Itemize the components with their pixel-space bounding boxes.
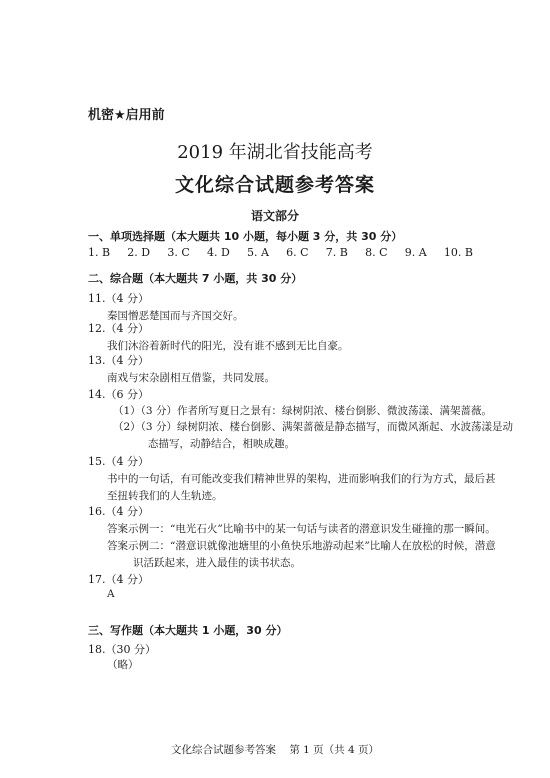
choice-answer: 6. C — [286, 246, 309, 259]
q16-label: 16.（4 分） — [88, 505, 149, 518]
q18-label: 18.（30 分） — [88, 643, 156, 656]
q16-example2-line1: 答案示例二：“潜意识就像池塘里的小鱼快乐地游动起来”比喻人在放松的时候，潜意 — [107, 540, 496, 552]
choice-answer: 2. D — [127, 246, 151, 259]
choice-answer: 4. D — [206, 246, 230, 259]
section3-note: （本大题共 1 小题，30 分） — [143, 624, 288, 637]
section3-title: 三、写作题 — [88, 624, 143, 637]
q16-example2-line2: 识活跃起来，进入最佳的读书状态。 — [133, 557, 301, 569]
section2-heading — [88, 270, 302, 286]
exam-title: 2019 年湖北省技能高考 — [177, 142, 373, 163]
q18-answer: （略） — [107, 659, 139, 671]
q15-line1: 书中的一句话，有可能改变我们精神世界的架构，进而影响我们的行为方式，最后甚 — [107, 473, 496, 485]
choice-answer: 1. B — [88, 246, 111, 259]
section1-heading — [88, 228, 402, 244]
q17-label: 17.（4 分） — [88, 573, 149, 586]
q12-answer: 我们沐浴着新时代的阳光，没有谁不感到无比自豪。 — [107, 340, 349, 352]
q12-label: 12.（4 分） — [88, 322, 149, 335]
choice-answers — [88, 246, 473, 259]
q11-label: 11.（4 分） — [88, 292, 149, 305]
q14-label: 14.（6 分） — [88, 388, 149, 401]
q13-label: 13.（4 分） — [88, 354, 149, 367]
confidential-label: 机密★启用前 — [88, 108, 165, 123]
q15-line2: 至扭转我们的人生轨迹。 — [107, 490, 223, 502]
choice-answer: 3. C — [167, 246, 190, 259]
section2-title: 二、综合题 — [88, 272, 143, 285]
section1-title: 一、单项选择题 — [88, 230, 165, 243]
choice-answer: 8. C — [365, 246, 388, 259]
choice-answer: 5. A — [247, 246, 269, 259]
section1-note: （本大题共 10 小题，每小题 3 分，共 30 分） — [165, 230, 403, 243]
choice-answer: 7. B — [325, 246, 348, 259]
q14-sub2-line1: （2）（3 分）绿树阴浓、楼台倒影、满架蔷薇是静态描写，而微风渐起、水波荡漾是动 — [113, 421, 513, 433]
page-footer: 文化综合试题参考答案 第 1 页（共 4 页） — [170, 744, 380, 756]
q14-sub2-line2: 态描写，动静结合，相映成趣。 — [148, 438, 295, 450]
q11-answer: 秦国憎恶楚国而与齐国交好。 — [107, 310, 244, 322]
choice-answer: 9. A — [404, 246, 427, 259]
q16-example1: 答案示例一：“电光石火”比喻书中的某一句话与读者的潜意识发生碰撞的那一瞬间。 — [107, 523, 496, 535]
choice-answer: 10. B — [443, 246, 473, 259]
answer-key-title: 文化综合试题参考答案 — [174, 174, 375, 196]
q15-label: 15.（4 分） — [88, 455, 149, 468]
section3-heading — [88, 622, 287, 638]
q17-answer: A — [107, 588, 115, 600]
q14-sub1: （1）（3 分）作者所写夏日之景有：绿树阴浓、楼台倒影、微波荡漾、满架蔷薇。 — [113, 405, 492, 417]
section2-note: （本大题共 7 小题，共 30 分） — [143, 272, 303, 285]
q13-answer: 南戏与宋杂剧相互借鉴，共同发展。 — [107, 372, 275, 384]
part-title: 语文部分 — [250, 209, 299, 223]
